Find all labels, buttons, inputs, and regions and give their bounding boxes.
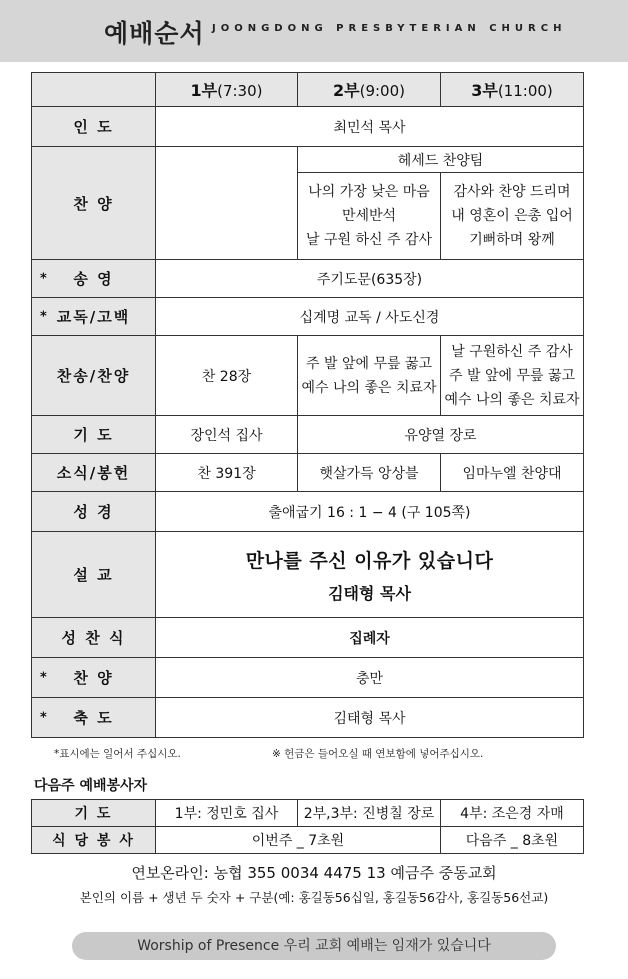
praise-service-3: 감사와 찬양 드리며 내 영혼이 은총 입어 기뻐하며 왕께 (441, 173, 584, 260)
stand-marker: * (40, 710, 47, 725)
sermon-label: 설 교 (73, 566, 114, 584)
worship-order-table (31, 72, 584, 738)
hymn-service-3: 날 구원하신 주 감사 주 발 앞에 무릎 꿇고 예수 나의 좋은 치료자 (441, 336, 584, 416)
next-prayer-1: 1부: 정민호 집사 (156, 800, 298, 827)
scripture-label: 성 경 (73, 503, 114, 521)
prayer-service-1: 장인석 집사 (156, 416, 298, 454)
hymn-label: 찬송/찬양 (56, 367, 131, 385)
offering-service-3: 임마누엘 찬양대 (441, 454, 584, 492)
next-prayer-23: 2부,3부: 진병칠 장로 (298, 800, 441, 827)
sermon-title: 만나를 주신 이유가 있습니다 (245, 549, 494, 572)
service-1-header: 1부(7:30) (156, 73, 298, 107)
offering-label: 소식/봉헌 (56, 464, 131, 482)
table-row (32, 698, 584, 738)
praise-team: 헤세드 찬양팀 (298, 147, 584, 173)
offering-service-2: 햇살가득 앙상블 (298, 454, 441, 492)
next-week-table (31, 799, 584, 854)
offering-service-1: 찬 391장 (156, 454, 298, 492)
offering-note: ※ 헌금은 들어오실 때 연보함에 넣어주십시오. (272, 748, 484, 760)
table-row (32, 416, 584, 454)
stand-note: *표시에는 일어서 주십시오. (54, 748, 181, 760)
table-row (32, 532, 584, 618)
leader-value: 최민석 목사 (156, 107, 584, 147)
praise-label: 찬 양 (73, 194, 114, 213)
table-row (32, 260, 584, 298)
doxology-value: 주기도문(635장) (156, 260, 584, 298)
table-row (32, 492, 584, 532)
table-row (32, 658, 584, 698)
table-row (32, 298, 584, 336)
praise-service-1 (156, 147, 298, 260)
next-week-title: 다음주 예배봉사자 (34, 778, 148, 794)
confession-value: 십계명 교독 / 사도신경 (156, 298, 584, 336)
kitchen-this-week: 이번주 _ 7초원 (156, 827, 441, 854)
sermon-cell (156, 532, 584, 618)
footer-banner: Worship of Presence 우리 교회 예배는 임재가 있습니다 (72, 932, 556, 960)
table-header-row (32, 73, 584, 107)
church-name: JOONGDONG PRESBYTERIAN CHURCH (212, 23, 567, 34)
online-offering-instruction: 본인의 이름 + 생년 두 숫자 + 구분(예: 홍길동56십일, 홍길동56감사, 홍길동56선교) (79, 890, 549, 905)
table-row (32, 618, 584, 658)
stand-marker: * (40, 309, 47, 324)
sermon-preacher: 김태형 목사 (328, 583, 411, 603)
table-row (32, 800, 584, 827)
table-row (32, 107, 584, 147)
service-2-header: 2부(9:00) (298, 73, 441, 107)
benediction-value: 김태형 목사 (156, 698, 584, 738)
praise-service-2: 나의 가장 낮은 마음 만세반석 날 구원 하신 주 감사 (298, 173, 441, 260)
kitchen-label: 식 당 봉 사 (52, 833, 135, 849)
prayer-service-23: 유양열 장로 (298, 416, 584, 454)
table-row (32, 147, 584, 173)
closing-praise-label: 찬 양 (73, 669, 114, 687)
stand-marker: * (40, 271, 47, 286)
page-title: 예배순서 (104, 19, 205, 48)
next-prayer-4: 4부: 조은경 자매 (441, 800, 584, 827)
benediction-label: 축 도 (73, 709, 114, 727)
online-offering-account: 연보온라인: 농협 355 0034 4475 13 예금주 중동교회 (131, 864, 497, 882)
leader-label: 인 도 (73, 118, 114, 136)
service-3-header: 3부(11:00) (441, 73, 584, 107)
communion-value: 집례자 (156, 618, 584, 658)
kitchen-next-week: 다음주 _ 8초원 (441, 827, 584, 854)
confession-label: 교독/고백 (56, 308, 131, 326)
hymn-service-2: 주 발 앞에 무릎 꿇고 예수 나의 좋은 치료자 (298, 336, 441, 416)
header-banner (0, 0, 628, 62)
communion-label: 성 찬 식 (61, 629, 126, 647)
table-row (32, 454, 584, 492)
table-row (32, 827, 584, 854)
stand-marker: * (40, 670, 47, 685)
scripture-value: 출애굽기 16 : 1 − 4 (구 105쪽) (156, 492, 584, 532)
hymn-service-1: 찬 28장 (156, 336, 298, 416)
doxology-label: 송 영 (73, 270, 114, 288)
closing-praise-value: 충만 (156, 658, 584, 698)
table-row (32, 336, 584, 416)
prayer-label: 기 도 (73, 426, 114, 444)
next-prayer-label: 기 도 (74, 806, 113, 822)
